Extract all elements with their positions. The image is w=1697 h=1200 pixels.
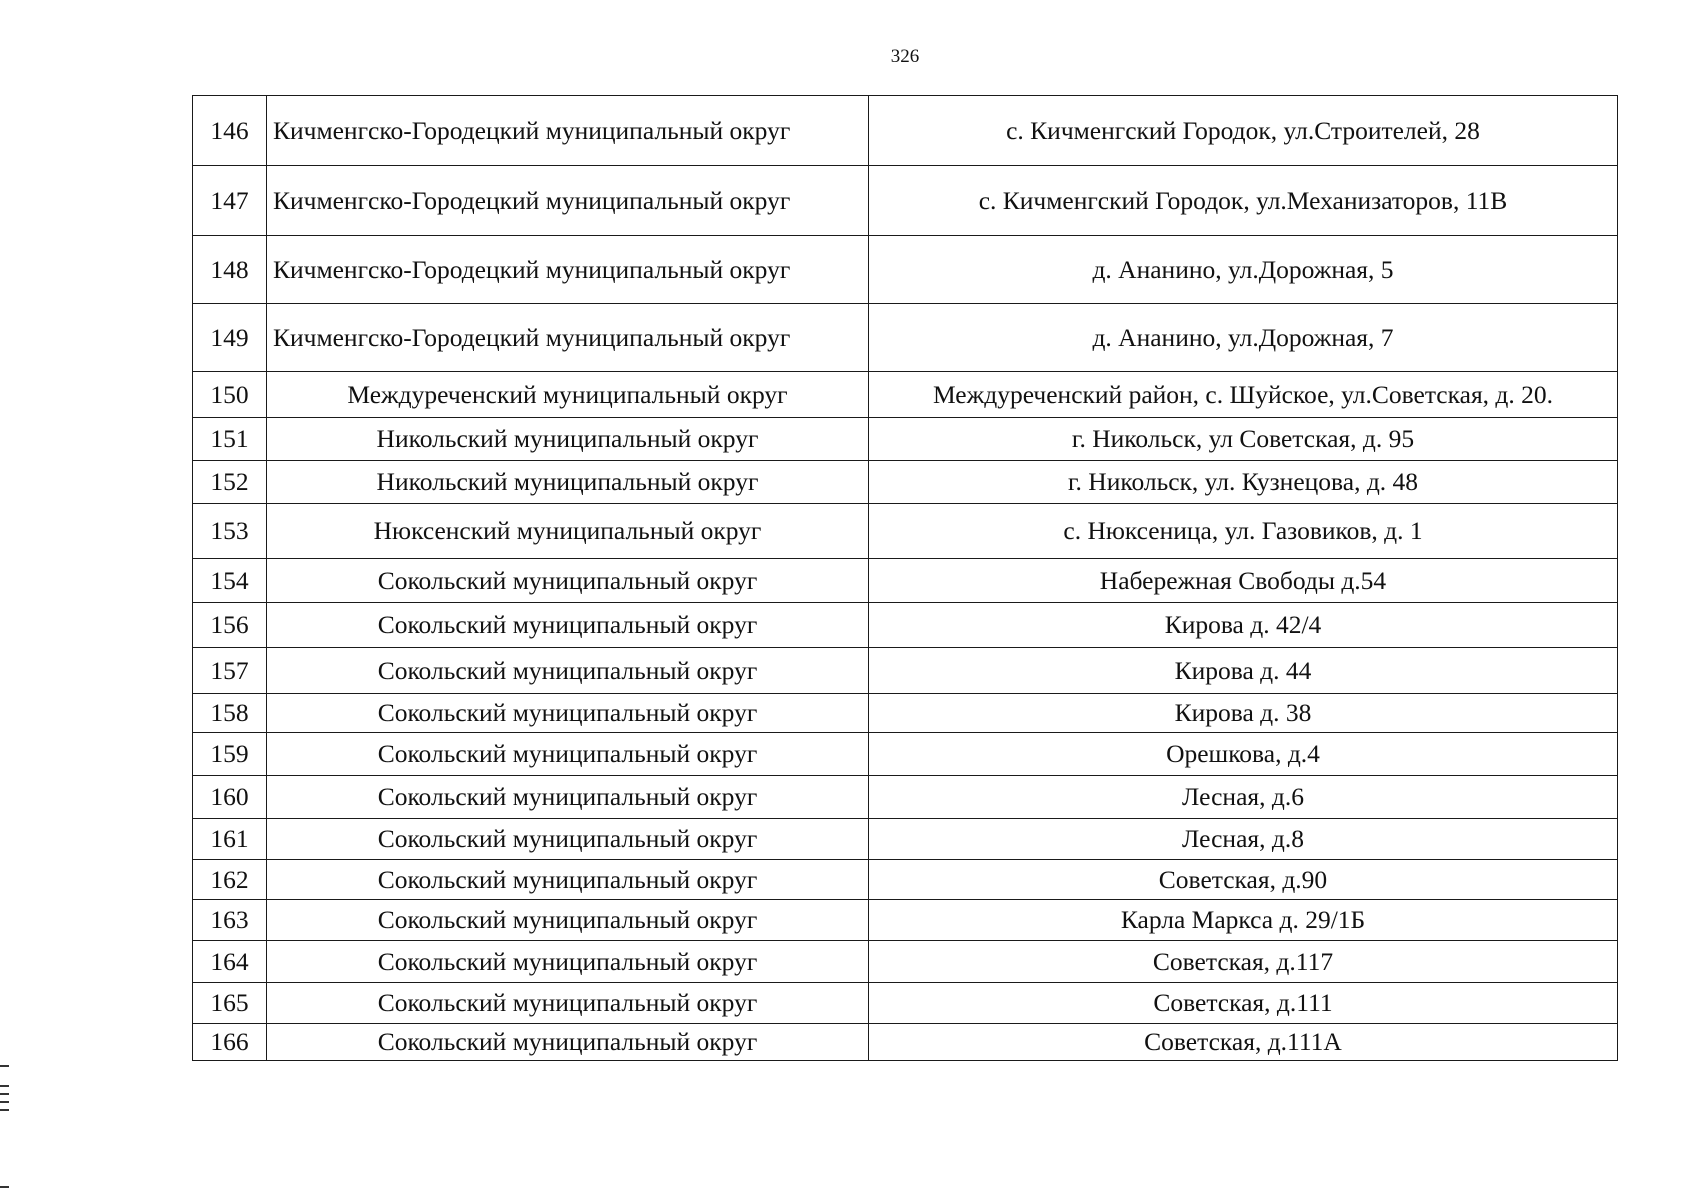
table-row <box>193 603 1618 648</box>
row-district: Никольский муниципальный округ <box>267 418 869 461</box>
row-district: Кичменгско-Городецкий муниципальный округ <box>267 96 869 166</box>
row-address: Лесная, д.8 <box>869 819 1618 860</box>
table-row <box>193 304 1618 372</box>
scan-mark <box>0 1186 9 1188</box>
row-address: д. Ананино, ул.Дорожная, 5 <box>869 236 1618 304</box>
row-address: Кирова д. 42/4 <box>869 603 1618 648</box>
row-district: Сокольский муниципальный округ <box>267 603 869 648</box>
scan-mark <box>0 1109 9 1111</box>
row-number: 150 <box>193 372 267 418</box>
row-address: Лесная, д.6 <box>869 776 1618 819</box>
row-number: 165 <box>193 983 267 1024</box>
table-row <box>193 461 1618 504</box>
row-district: Кичменгско-Городецкий муниципальный округ <box>267 304 869 372</box>
row-district: Сокольский муниципальный округ <box>267 900 869 941</box>
row-number: 154 <box>193 559 267 603</box>
table-row <box>193 96 1618 166</box>
row-number: 164 <box>193 941 267 983</box>
row-address: Советская, д.90 <box>869 860 1618 900</box>
row-number: 146 <box>193 96 267 166</box>
row-number: 152 <box>193 461 267 504</box>
table-row <box>193 983 1618 1024</box>
row-district: Сокольский муниципальный округ <box>267 983 869 1024</box>
table-row <box>193 900 1618 941</box>
table-row <box>193 733 1618 776</box>
row-number: 148 <box>193 236 267 304</box>
row-district: Сокольский муниципальный округ <box>267 860 869 900</box>
row-address: д. Ананино, ул.Дорожная, 7 <box>869 304 1618 372</box>
table-row <box>193 372 1618 418</box>
row-address: Советская, д.117 <box>869 941 1618 983</box>
row-district: Сокольский муниципальный округ <box>267 941 869 983</box>
row-address: Орешкова, д.4 <box>869 733 1618 776</box>
row-number: 147 <box>193 166 267 236</box>
table-row <box>193 860 1618 900</box>
row-address: Набережная Свободы д.54 <box>869 559 1618 603</box>
table-row <box>193 694 1618 733</box>
row-district: Сокольский муниципальный округ <box>267 776 869 819</box>
row-number: 153 <box>193 504 267 559</box>
row-address: Советская, д.111А <box>869 1024 1618 1061</box>
row-number: 160 <box>193 776 267 819</box>
row-number: 151 <box>193 418 267 461</box>
table-body <box>193 96 1618 1061</box>
row-district: Никольский муниципальный округ <box>267 461 869 504</box>
row-number: 149 <box>193 304 267 372</box>
row-district: Междуреченский муниципальный округ <box>267 372 869 418</box>
row-number: 158 <box>193 694 267 733</box>
row-address: г. Никольск, ул Советская, д. 95 <box>869 418 1618 461</box>
row-number: 166 <box>193 1024 267 1061</box>
row-number: 156 <box>193 603 267 648</box>
table-row <box>193 236 1618 304</box>
row-address: Кирова д. 44 <box>869 648 1618 694</box>
row-district: Сокольский муниципальный округ <box>267 648 869 694</box>
row-district: Сокольский муниципальный округ <box>267 559 869 603</box>
table-row <box>193 166 1618 236</box>
row-number: 159 <box>193 733 267 776</box>
row-address: Карла Маркса д. 29/1Б <box>869 900 1618 941</box>
row-number: 163 <box>193 900 267 941</box>
row-district: Сокольский муниципальный округ <box>267 1024 869 1061</box>
row-address: с. Нюксеница, ул. Газовиков, д. 1 <box>869 504 1618 559</box>
table-row <box>193 504 1618 559</box>
scan-mark <box>0 1093 9 1095</box>
page-number: 326 <box>890 46 920 67</box>
row-address: г. Никольск, ул. Кузнецова, д. 48 <box>869 461 1618 504</box>
table-row <box>193 776 1618 819</box>
row-address: Кирова д. 38 <box>869 694 1618 733</box>
row-district: Кичменгско-Городецкий муниципальный округ <box>267 236 869 304</box>
row-address: с. Кичменгский Городок, ул.Механизаторов, 11В <box>869 166 1618 236</box>
row-district: Нюксенский муниципальный округ <box>267 504 869 559</box>
row-address: Советская, д.111 <box>869 983 1618 1024</box>
row-district: Кичменгско-Городецкий муниципальный округ <box>267 166 869 236</box>
row-district: Сокольский муниципальный округ <box>267 819 869 860</box>
table-row <box>193 648 1618 694</box>
row-address: с. Кичменгский Городок, ул.Строителей, 28 <box>869 96 1618 166</box>
table-row <box>193 418 1618 461</box>
table-row <box>193 819 1618 860</box>
scan-mark <box>0 1101 9 1103</box>
row-district: Сокольский муниципальный округ <box>267 694 869 733</box>
row-number: 157 <box>193 648 267 694</box>
table-row <box>193 1024 1618 1061</box>
table-row <box>193 559 1618 603</box>
scan-mark <box>0 1085 9 1087</box>
row-number: 161 <box>193 819 267 860</box>
row-address: Междуреченский район, с. Шуйское, ул.Советская, д. 20. <box>869 372 1618 418</box>
scan-mark <box>0 1065 9 1067</box>
polling-stations-table <box>192 95 1618 1061</box>
row-number: 162 <box>193 860 267 900</box>
row-district: Сокольский муниципальный округ <box>267 733 869 776</box>
table-row <box>193 941 1618 983</box>
